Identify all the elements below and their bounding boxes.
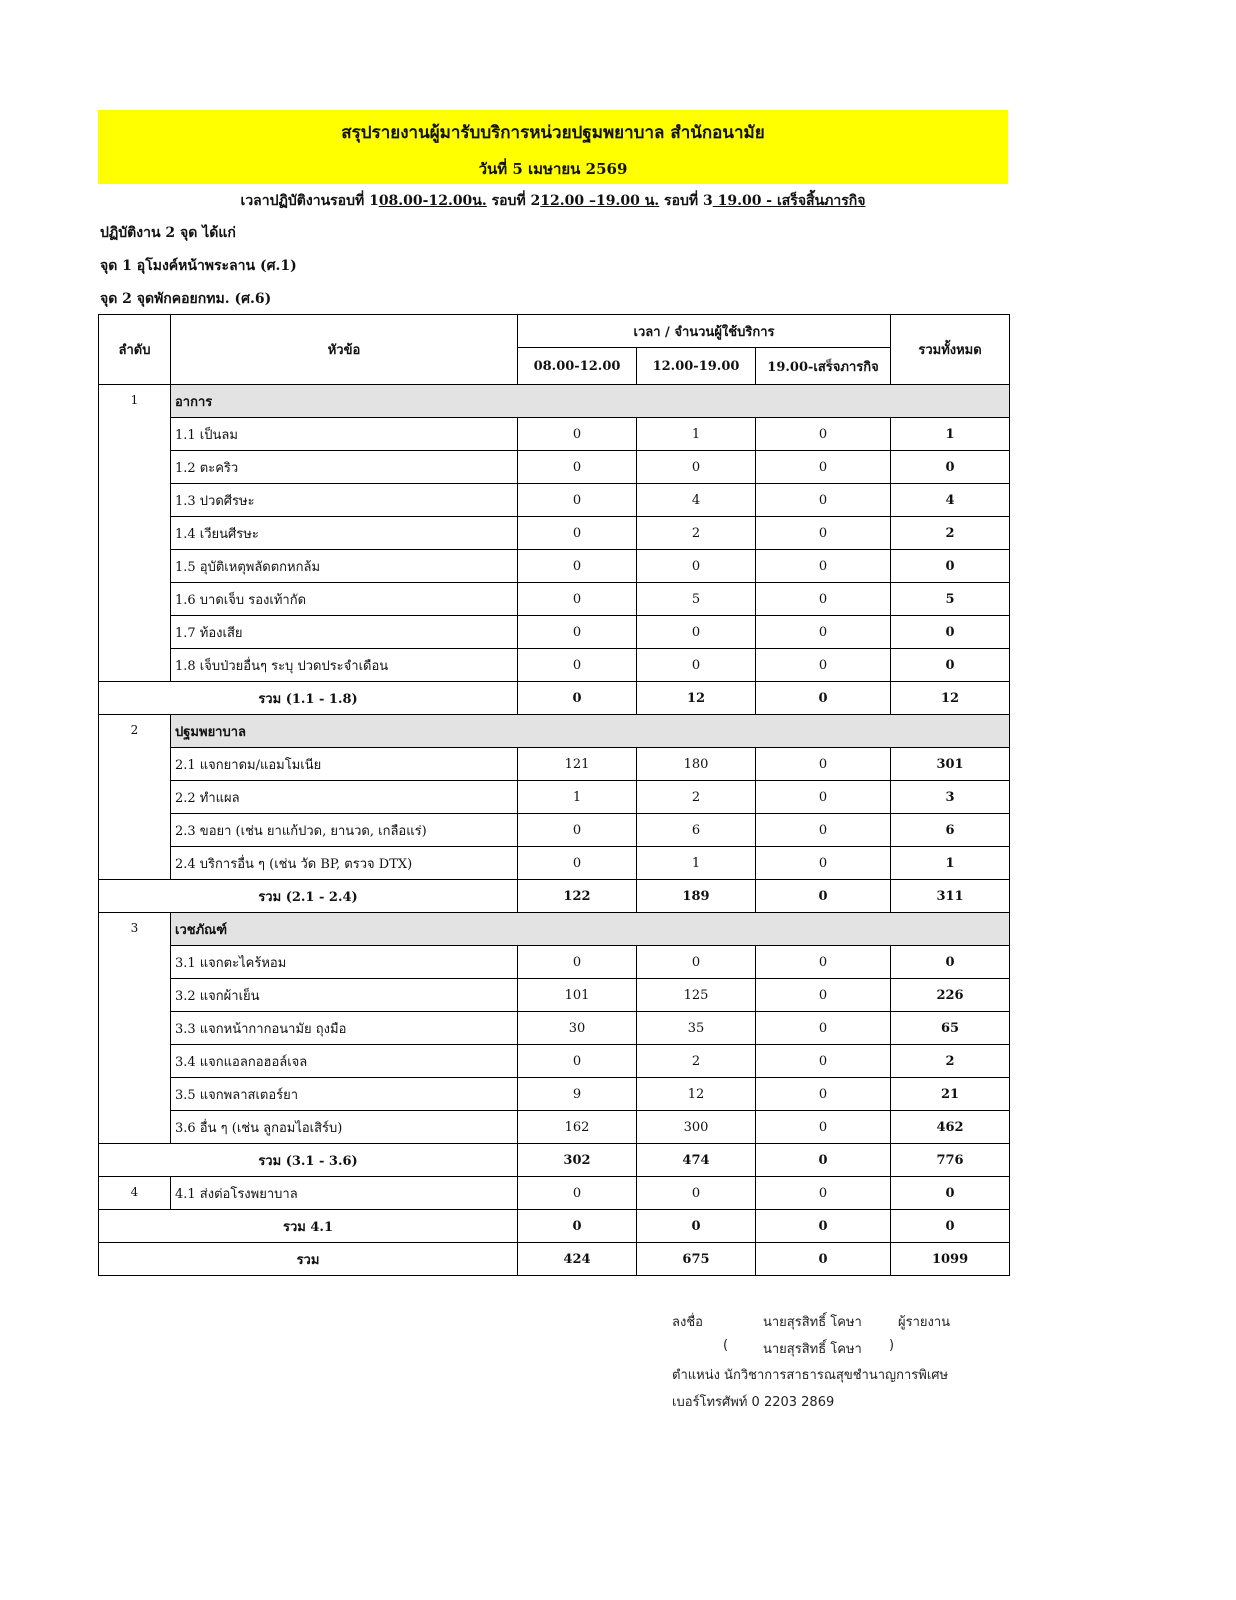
table-row (99, 979, 1010, 1012)
row-total: 1 (891, 847, 1010, 880)
row-label: 1.6 บาดเจ็บ รองเท้ากัด (171, 583, 518, 616)
signer-position: ตำแหน่ง นักวิชาการสาธารณสุขชำนาญการพิเศษ (672, 1368, 949, 1383)
table-row (99, 1045, 1010, 1078)
table-row (99, 418, 1010, 451)
row-t1: 0 (518, 451, 637, 484)
row-t3: 0 (756, 517, 891, 550)
row-t2: 5 (637, 583, 756, 616)
subtotal-label: รวม (2.1 - 2.4) (99, 880, 518, 913)
row-t3: 0 (756, 649, 891, 682)
intro-line-1: ปฏิบัติงาน 2 จุด ได้แก่ (100, 225, 236, 241)
table-row (99, 1177, 1010, 1210)
table-row (99, 451, 1010, 484)
row-t2: 0 (637, 1177, 756, 1210)
row-total: 6 (891, 814, 1010, 847)
row-t2: 300 (637, 1111, 756, 1144)
row-total: 4 (891, 484, 1010, 517)
row-t1: 0 (518, 583, 637, 616)
subtotal-label: รวม (3.1 - 3.6) (99, 1144, 518, 1177)
row-t3: 0 (756, 1111, 891, 1144)
subtotal-total: 311 (891, 880, 1010, 913)
row-total: 3 (891, 781, 1010, 814)
header-no: ลำดับ (99, 315, 171, 385)
subtotal-t3: 0 (756, 1210, 891, 1243)
header-t1: 08.00-12.00 (518, 348, 637, 385)
subtotal-t1: 122 (518, 880, 637, 913)
row-t3: 0 (756, 781, 891, 814)
row-label: 3.6 อื่น ๆ (เช่น ลูกอมไอเสิร์บ) (171, 1111, 518, 1144)
shift-1-time: 08.00-12.00น. (378, 193, 487, 209)
section-header-row (99, 913, 1010, 946)
table-row (99, 484, 1010, 517)
table-row (99, 649, 1010, 682)
grand-total-t2: 675 (637, 1243, 756, 1276)
row-t1: 0 (518, 484, 637, 517)
subtotal-row (99, 682, 1010, 715)
grand-total-label: รวม (99, 1243, 518, 1276)
row-label: 1.5 อุบัติเหตุพลัดตกหกล้ม (171, 550, 518, 583)
subtotal-t1: 302 (518, 1144, 637, 1177)
row-label: 2.4 บริการอื่น ๆ (เช่น วัด BP, ตรวจ DTX) (171, 847, 518, 880)
subtotal-label: รวม 4.1 (99, 1210, 518, 1243)
row-total: 0 (891, 616, 1010, 649)
table-row (99, 616, 1010, 649)
table-row (99, 748, 1010, 781)
row-t3: 0 (756, 946, 891, 979)
row-total: 2 (891, 1045, 1010, 1078)
row-t3: 0 (756, 748, 891, 781)
section-number: 1 (99, 385, 171, 682)
row-t2: 0 (637, 616, 756, 649)
row-label: 4.1 ส่งต่อโรงพยาบาล (171, 1177, 518, 1210)
row-t1: 0 (518, 1177, 637, 1210)
subtotal-total: 0 (891, 1210, 1010, 1243)
row-label: 3.1 แจกตะไคร้หอม (171, 946, 518, 979)
grand-total-total: 1099 (891, 1243, 1010, 1276)
row-t3: 0 (756, 1177, 891, 1210)
section-number: 3 (99, 913, 171, 1144)
shift-2-time: 12.00 –19.00 น. (540, 193, 660, 209)
row-t1: 0 (518, 418, 637, 451)
table-row (99, 814, 1010, 847)
table-row (99, 781, 1010, 814)
row-t1: 0 (518, 550, 637, 583)
row-t3: 0 (756, 814, 891, 847)
row-label: 1.7 ท้องเสีย (171, 616, 518, 649)
section-header-row (99, 385, 1010, 418)
subtotal-t3: 0 (756, 880, 891, 913)
row-t2: 125 (637, 979, 756, 1012)
row-t3: 0 (756, 1078, 891, 1111)
section-number: 4 (99, 1177, 171, 1210)
section-title: อาการ (171, 385, 1010, 418)
row-t2: 0 (637, 550, 756, 583)
subtotal-t1: 0 (518, 1210, 637, 1243)
row-t3: 0 (756, 451, 891, 484)
row-t1: 0 (518, 946, 637, 979)
header-t3: 19.00-เสร็จภารกิจ (756, 348, 891, 385)
row-t2: 6 (637, 814, 756, 847)
row-t3: 0 (756, 1045, 891, 1078)
table-row (99, 847, 1010, 880)
row-label: 1.8 เจ็บป่วยอื่นๆ ระบุ ปวดประจำเดือน (171, 649, 518, 682)
shift-2-label: รอบที่ 2 (486, 193, 541, 209)
section-title: เวชภัณฑ์ (171, 913, 1010, 946)
row-t1: 0 (518, 517, 637, 550)
row-t1: 101 (518, 979, 637, 1012)
table-row (99, 517, 1010, 550)
row-label: 1.2 ตะคริว (171, 451, 518, 484)
row-label: 1.4 เวียนศีรษะ (171, 517, 518, 550)
row-label: 2.1 แจกยาดม/แอมโมเนีย (171, 748, 518, 781)
row-t2: 2 (637, 1045, 756, 1078)
subtotal-total: 12 (891, 682, 1010, 715)
row-t1: 0 (518, 847, 637, 880)
subtotal-t2: 0 (637, 1210, 756, 1243)
row-t1: 121 (518, 748, 637, 781)
section-number: 2 (99, 715, 171, 880)
paren-open: ( (723, 1338, 729, 1353)
signer-role: ผู้รายงาน (898, 1315, 951, 1330)
row-t2: 180 (637, 748, 756, 781)
grand-total-t1: 424 (518, 1243, 637, 1276)
row-total: 2 (891, 517, 1010, 550)
row-t1: 30 (518, 1012, 637, 1045)
row-label: 2.3 ขอยา (เช่น ยาแก้ปวด, ยานวด, เกลือแร่) (171, 814, 518, 847)
row-t3: 0 (756, 847, 891, 880)
row-total: 0 (891, 550, 1010, 583)
grand-total-t3: 0 (756, 1243, 891, 1276)
subtotal-total: 776 (891, 1144, 1010, 1177)
grand-total-row (99, 1243, 1010, 1276)
row-total: 1 (891, 418, 1010, 451)
header-t2: 12.00-19.00 (637, 348, 756, 385)
row-total: 0 (891, 649, 1010, 682)
subtotal-t2: 189 (637, 880, 756, 913)
row-label: 3.5 แจกพลาสเตอร์ยา (171, 1078, 518, 1111)
row-label: 1.3 ปวดศีรษะ (171, 484, 518, 517)
subtotal-t3: 0 (756, 1144, 891, 1177)
subtotal-label: รวม (1.1 - 1.8) (99, 682, 518, 715)
row-t1: 1 (518, 781, 637, 814)
subtotal-t2: 12 (637, 682, 756, 715)
report-title: สรุปรายงานผู้มารับบริการหน่วยปฐมพยาบาล สำนักอนามัย (341, 123, 765, 143)
row-total: 5 (891, 583, 1010, 616)
header-time-group: เวลา / จำนวนผู้ใช้บริการ (518, 315, 891, 348)
paren-close: ) (889, 1338, 895, 1353)
header-total: รวมทั้งหมด (891, 315, 1010, 385)
header-topic: หัวข้อ (171, 315, 518, 385)
row-t3: 0 (756, 1012, 891, 1045)
intro-line-2: จุด 1 อุโมงค์หน้าพระลาน (ศ.1) (100, 258, 297, 274)
row-t2: 2 (637, 781, 756, 814)
table-row (99, 1111, 1010, 1144)
table-row (99, 1012, 1010, 1045)
row-t2: 2 (637, 517, 756, 550)
row-label: 2.2 ทำแผล (171, 781, 518, 814)
section-title: ปฐมพยาบาล (171, 715, 1010, 748)
subtotal-t3: 0 (756, 682, 891, 715)
intro-line-3: จุด 2 จุดพักคอยกทม. (ศ.6) (100, 291, 272, 307)
row-t2: 1 (637, 418, 756, 451)
shift-3-label: รอบที่ 3 (659, 193, 713, 209)
subtotal-t1: 0 (518, 682, 637, 715)
row-t2: 1 (637, 847, 756, 880)
paren-name: นายสุรสิทธิ์ โคษา (763, 1342, 862, 1357)
row-total: 0 (891, 946, 1010, 979)
row-label: 1.1 เป็นลม (171, 418, 518, 451)
shift-times (98, 190, 1008, 212)
row-t3: 0 (756, 979, 891, 1012)
row-t1: 0 (518, 814, 637, 847)
row-t1: 0 (518, 616, 637, 649)
row-t3: 0 (756, 616, 891, 649)
row-label: 3.2 แจกผ้าเย็น (171, 979, 518, 1012)
section-header-row (99, 715, 1010, 748)
row-t1: 0 (518, 1045, 637, 1078)
sign-label: ลงชื่อ (672, 1315, 703, 1330)
row-total: 226 (891, 979, 1010, 1012)
title-banner (98, 110, 1008, 184)
row-t2: 35 (637, 1012, 756, 1045)
table-row (99, 550, 1010, 583)
shift-3-time: 19.00 - เสร็จสิ้นภารกิจ (712, 193, 866, 209)
subtotal-row (99, 880, 1010, 913)
shift-1-label: เวลาปฏิบัติงานรอบที่ 1 (240, 193, 379, 209)
row-total: 301 (891, 748, 1010, 781)
table-row (99, 1078, 1010, 1111)
row-t2: 0 (637, 649, 756, 682)
row-total: 21 (891, 1078, 1010, 1111)
row-t3: 0 (756, 550, 891, 583)
row-t3: 0 (756, 484, 891, 517)
signer-name: นายสุรสิทธิ์ โคษา (763, 1315, 862, 1330)
row-label: 3.4 แจกแอลกอฮอล์เจล (171, 1045, 518, 1078)
row-t1: 0 (518, 649, 637, 682)
row-total: 65 (891, 1012, 1010, 1045)
signer-phone: เบอร์โทรศัพท์ 0 2203 2869 (672, 1395, 835, 1410)
row-label: 3.3 แจกหน้ากากอนามัย ถุงมือ (171, 1012, 518, 1045)
subtotal-row (99, 1144, 1010, 1177)
subtotal-t2: 474 (637, 1144, 756, 1177)
row-total: 0 (891, 451, 1010, 484)
row-t3: 0 (756, 583, 891, 616)
report-table (98, 314, 1010, 1276)
table-row (99, 946, 1010, 979)
table-row (99, 583, 1010, 616)
subtotal-row (99, 1210, 1010, 1243)
row-t1: 162 (518, 1111, 637, 1144)
table-header-row-1 (99, 315, 1010, 348)
row-t3: 0 (756, 418, 891, 451)
row-total: 462 (891, 1111, 1010, 1144)
report-date: วันที่ 5 เมษายน 2569 (478, 160, 628, 178)
row-total: 0 (891, 1177, 1010, 1210)
row-t2: 0 (637, 946, 756, 979)
row-t2: 4 (637, 484, 756, 517)
row-t2: 0 (637, 451, 756, 484)
row-t2: 12 (637, 1078, 756, 1111)
row-t1: 9 (518, 1078, 637, 1111)
